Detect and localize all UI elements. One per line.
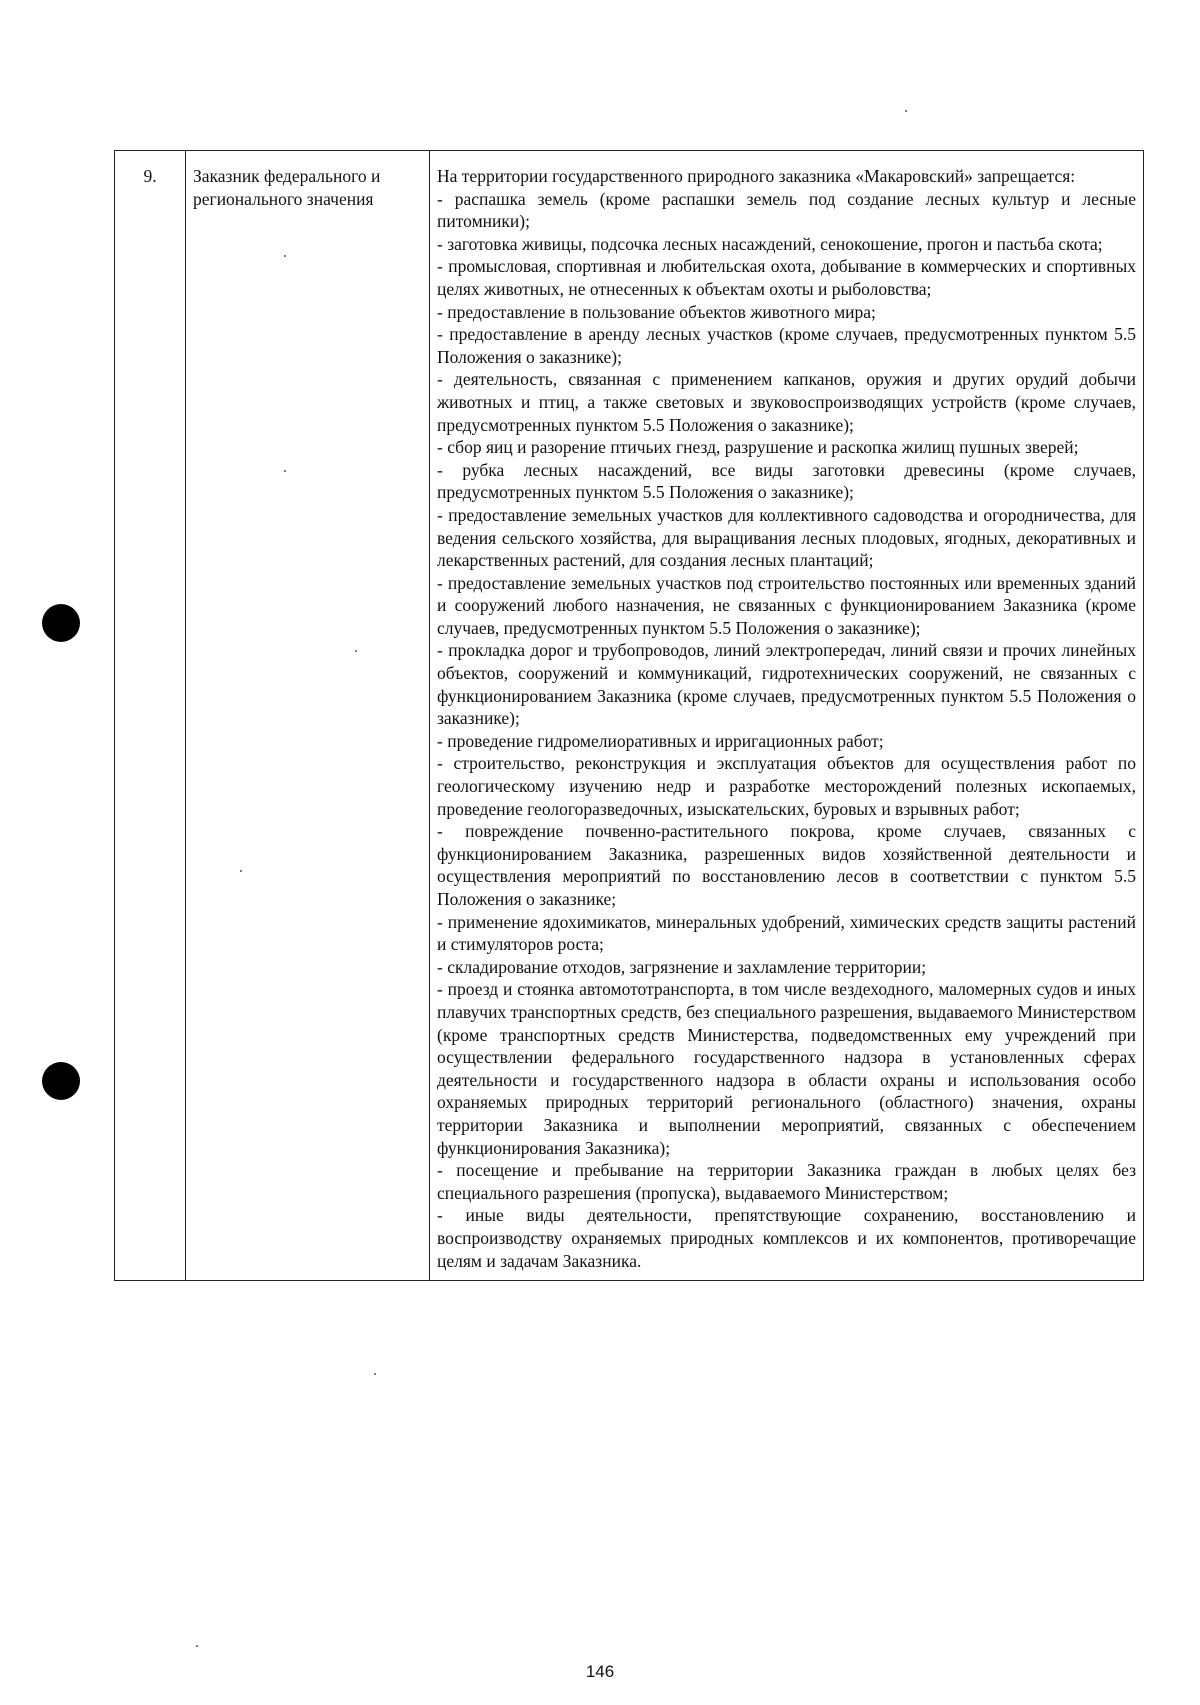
prohibition-item: - предоставление в пользование объектов животного мира; xyxy=(437,301,876,322)
zakaznik-table xyxy=(114,150,1144,1281)
prohibition-item: - складирование отходов, загрязнение и захламление территории; xyxy=(437,956,927,977)
prohibition-item: - промысловая, спортивная и любительская охота, добывание в коммерческих и спортивных целях животных, не отнесенных к объектам охоты и рыболовства; xyxy=(437,256,1136,299)
description-intro: На территории государственного природного заказника «Макаровский» запрещается: xyxy=(437,166,1076,186)
prohibition-item: - посещение и пребывание на территории Заказника граждан в любых целях без специального разрешения (пропуска), выдаваемого Министерством; xyxy=(437,1160,1136,1203)
scan-speck xyxy=(374,1373,376,1375)
prohibition-item: - прокладка дорог и трубопроводов, линий электропередач, линий связи и прочих линейных объектов, сооружений и коммуникаций, гидротехнических сооружений, не связанных с функционированием Заказника (кроме случаев, предусмотренных пунктом 5.5 Положения о заказнике); xyxy=(437,640,1136,729)
prohibition-item: - рубка лесных насаждений, все виды заготовки древесины (кроме случаев, предусмотренных пунктом 5.5 Положения о заказнике); xyxy=(437,459,1136,503)
punch-hole xyxy=(42,1062,80,1100)
prohibition-item: - заготовка живицы, подсочка лесных насаждений, сенокошение, прогон и пастьба скота; xyxy=(437,233,1103,254)
prohibition-item: - проезд и стоянка автомототранспорта, в том числе вездеходного, маломерных судов и иных плавучих транспортных средств, без специального разрешения, выдаваемого Министерством (кроме транспортных средств Министерства, подведомственных ему учреждений при осуществлении федерального государственного надзора в установленных сферах деятельности и государственного надзора в области охраны и использования особо охраняемых природных территорий регионального (областного) значения, охраны территории Заказника и выполнении мероприятий, связанных с обеспечением функционирования Заказника); xyxy=(437,979,1136,1158)
prohibition-item: - деятельность, связанная с применением капканов, оружия и других орудий добычи животных и птиц, а также световых и звуковоспроизводящих устройств (кроме случаев, предусмотренных пунктом 5.5 Положения о заказнике); xyxy=(437,369,1136,435)
row-type: Заказник федерального и регионального значения xyxy=(186,151,430,1281)
prohibition-item: - предоставление в аренду лесных участков (кроме случаев, предусмотренных пунктом 5.5 Положения о заказнике); xyxy=(437,324,1136,367)
prohibition-item: - сбор яиц и разорение птичьих гнезд, разрушение и раскопка жилищ пушных зверей; xyxy=(437,437,1079,458)
scan-speck xyxy=(905,110,907,112)
row-description xyxy=(430,151,1144,1281)
prohibition-item: - повреждение почвенно-растительного покрова, кроме случаев, связанных с функционированием Заказника, разрешенных видов хозяйственной деятельности и осуществления мероприятий по восстановлению лесов в соответствии с пунктом 5.5 Положения о заказнике; xyxy=(437,821,1136,909)
prohibition-item: - предоставление земельных участков под строительство постоянных или временных зданий и сооружений любого назначения, не связанных с функционированием Заказника (кроме случаев, предусмотренных пунктом 5.5 Положения о заказнике); xyxy=(437,572,1136,638)
prohibition-item: - предоставление земельных участков для коллективного садоводства и огородничества, для ведения сельского хозяйства, для выращивания лесных плодовых, ягодных, декоративных и лекарственных растений, для создания лесных плантаций; xyxy=(437,504,1136,571)
prohibition-item: - строительство, реконструкция и эксплуатация объектов для осуществления работ по геологическому изучению недр и разработке месторождений полезных ископаемых, проведение геологоразведочных, изыскательских, буровых и взрывных работ; xyxy=(437,753,1136,819)
prohibition-item: - иные виды деятельности, препятствующие сохранению, восстановлению и воспроизводству охраняемых природных комплексов и их компонентов, противоречащие целям и задачам Заказника. xyxy=(437,1205,1136,1271)
table-row xyxy=(115,151,1144,1281)
punch-hole xyxy=(42,604,80,642)
prohibition-item: - проведение гидромелиоративных и ирригационных работ; xyxy=(437,730,884,751)
prohibition-item: - применение ядохимикатов, минеральных удобрений, химических средств защиты растений и стимуляторов роста; xyxy=(437,911,1136,955)
row-number: 9. xyxy=(115,151,186,1281)
page-number: 146 xyxy=(585,1662,615,1681)
scan-speck xyxy=(196,1645,198,1647)
prohibition-item: - распашка земель (кроме распашки земель под создание лесных культур и лесные питомники); xyxy=(437,188,1136,232)
